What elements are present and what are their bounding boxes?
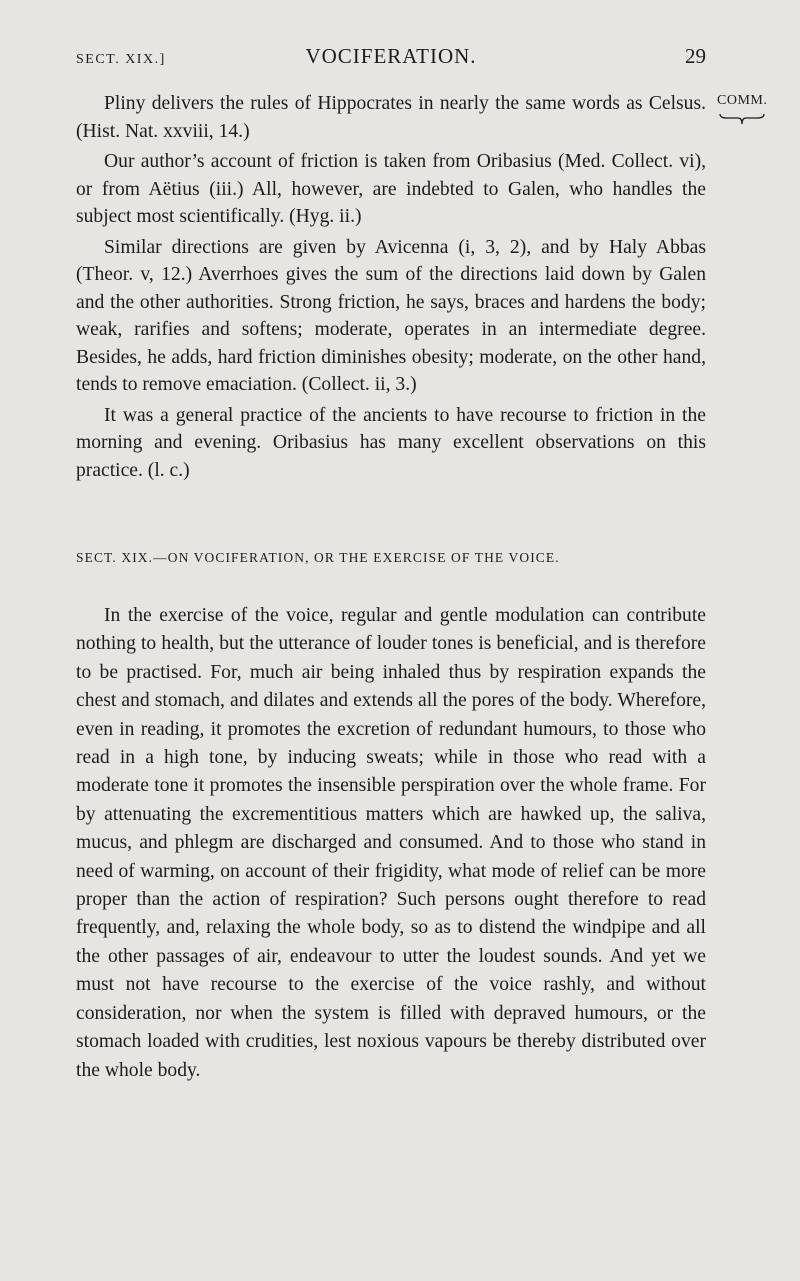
commentary-paragraph: Similar directions are given by Avicenna (i, 3, 2), and by Haly Abbas (Theor. v, 12.) Averrhoes gives the sum of the directions laid down by Galen and the other authorities. Strong friction, he says, braces and hardens the body; weak, rarifies and softens; moderate, operates in an intermediate degree. Besides, he adds, hard friction diminishes obesity; moderate, on the other hand, tends to remove emaciation. (Collect. ii, 3.) bbox=[76, 236, 706, 395]
running-header bbox=[76, 44, 706, 74]
commentary-paragraph: It was a general practice of the ancients to have recourse to friction in the morning and evening. Oribasius has many excellent observations on this practice. (l. c.) bbox=[76, 404, 706, 481]
section-body bbox=[76, 602, 706, 1085]
commentary-paragraph: Pliny delivers the rules of Hippocrates in nearly the same words as Celsus. (Hist. Nat. xxviii, 14.) bbox=[76, 93, 706, 142]
header-title: VOCIFERATION. bbox=[305, 44, 477, 68]
header-section-label: SECT. XIX.] bbox=[76, 52, 166, 67]
brace-icon bbox=[719, 112, 765, 126]
margin-note-commentary: COMM. bbox=[717, 93, 768, 108]
section-heading: SECT. XIX.—ON VOCIFERATION, OR THE EXERCISE OF THE VOICE. bbox=[76, 550, 560, 565]
page-number: 29 bbox=[685, 44, 706, 68]
body-paragraph: In the exercise of the voice, regular and gentle modulation can contribute nothing to health, but the utterance of louder tones is beneficial, and is therefore to be practised. For, much air being inhaled thus by respiration expands the chest and stomach, and dilates and extends all the pores of the body. Wherefore, even in reading, it promotes the excretion of redundant humours, to those who read in a high tone, by inducing sweats; while in those who read with a moderate tone it promotes the insensible perspiration over the whole frame. For by attenuating the excrementitious matters which are hawked up, the saliva, mucus, and phlegm are discharged and consumed. And to those who stand in need of warming, on account of their frigidity, what mode of relief can be more proper than the action of respiration? Such persons ought therefore to read frequently, and, relaxing the whole body, so as to distend the windpipe and all the other passages of air, endeavour to utter the loudest sounds. And yet we must not have recourse to the exercise of the voice rashly, and without consideration, nor when the system is filled with depraved humours, or the stomach loaded with crudities, lest noxious vapours be thereby distributed over the whole body. bbox=[76, 605, 706, 1081]
commentary-block bbox=[76, 90, 706, 484]
commentary-paragraph: Our author’s account of friction is taken from Oribasius (Med. Collect. vi), or from Aëtius (iii.) All, however, are indebted to Galen, who handles the subject most scientifically. (Hyg. ii.) bbox=[76, 151, 706, 227]
